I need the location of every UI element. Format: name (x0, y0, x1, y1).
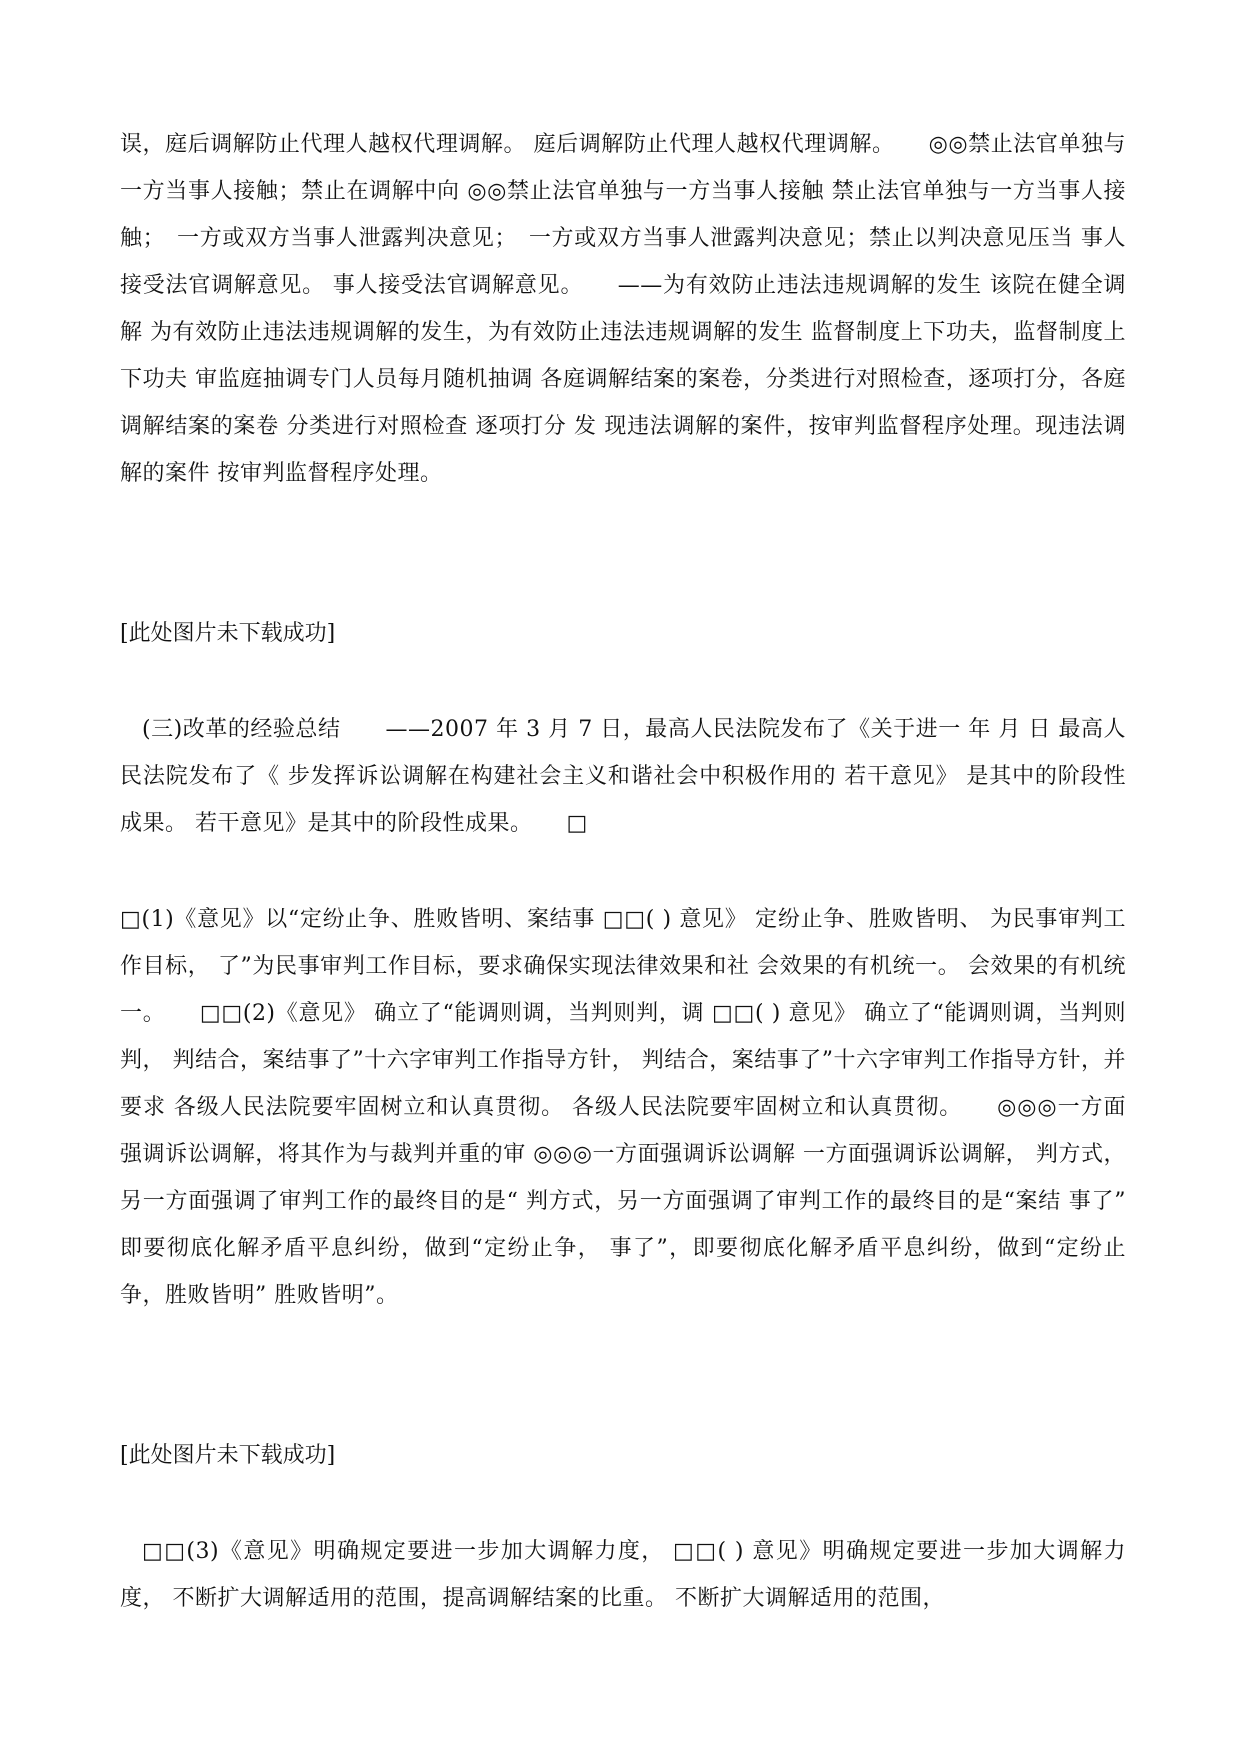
paragraph-mediation-supervision: 误，庭后调解防止代理人越权代理调解。 庭后调解防止代理人越权代理调解。 ◎◎禁止法官单独与一方当事人接触；禁止在调解中向 ◎◎禁止法官单独与一方当事人接触 禁止法官单独与一方当事人接触； 一方或双方当事人泄露判决意见； 一方或双方当事人泄露判决意见；禁止以判决意见压当 事人接受法官调解意见。 事人接受法官调解意见。 ——为有效防止违法违规调解的发生 该院在健全调解 为有效防止违法违规调解的发生，为有效防止违法违规调解的发生 监督制度上下功夫，监督制度上下功夫 审监庭抽调专门人员每月随机抽调 各庭调解结案的案卷，分类进行对照检查，逐项打分，各庭调解结案的案卷 分类进行对照检查 逐项打分 发 现违法调解的案件，按审判监督程序处理。现违法调解的案件 按审判监督程序处理。 (120, 132, 1126, 486)
paragraph-mediation-expansion: □□(3)《意见》明确规定要进一步加大调解力度， □□( ) 意见》明确规定要进一步加大调解力度， 不断扩大调解适用的范围，提高调解结案的比重。 不断扩大调解适用的范围， (120, 1539, 1126, 1611)
paragraph-opinion-points: □(1)《意见》以“定纷止争、胜败皆明、案结事 □□( ) 意见》 定纷止争、胜败皆明、 为民事审判工作目标， 了”为民事审判工作目标，要求确保实现法律效果和社 会效果的有机统一。 会效果的有机统一。 □□(2)《意见》 确立了“能调则调，当判则判，调 □□( ) 意见》 确立了“能调则调，当判则判， 判结合，案结事了”十六字审判工作指导方针， 判结合，案结事了”十六字审判工作指导方针，并要求 各级人民法院要牢固树立和认真贯彻。 各级人民法院要牢固树立和认真贯彻。 ◎◎◎一方面强调诉讼调解，将其作为与裁判并重的审 ◎◎◎一方面强调诉讼调解 一方面强调诉讼调解， 判方式，另一方面强调了审判工作的最终目的是“ 判方式，另一方面强调了审判工作的最终目的是“案结 事了” 即要彻底化解矛盾平息纠纷，做到“定纷止争， 事了”，即要彻底化解矛盾平息纠纷，做到“定纷止争，胜败皆明” 胜败皆明”。 (120, 907, 1126, 1308)
image-placeholder: [此处图片未下载成功] (120, 1443, 336, 1468)
image-placeholder: [此处图片未下载成功] (120, 621, 336, 646)
paragraph-reform-summary: (三)改革的经验总结 ——2007 年 3 月 7 日，最高人民法院发布了《关于进一 年 月 日 最高人民法院发布了《 步发挥诉讼调解在构建社会主义和谐社会中积极作用的 若干意见》 是其中的阶段性成果。 若干意见》是其中的阶段性成果。 □ (120, 717, 1126, 836)
